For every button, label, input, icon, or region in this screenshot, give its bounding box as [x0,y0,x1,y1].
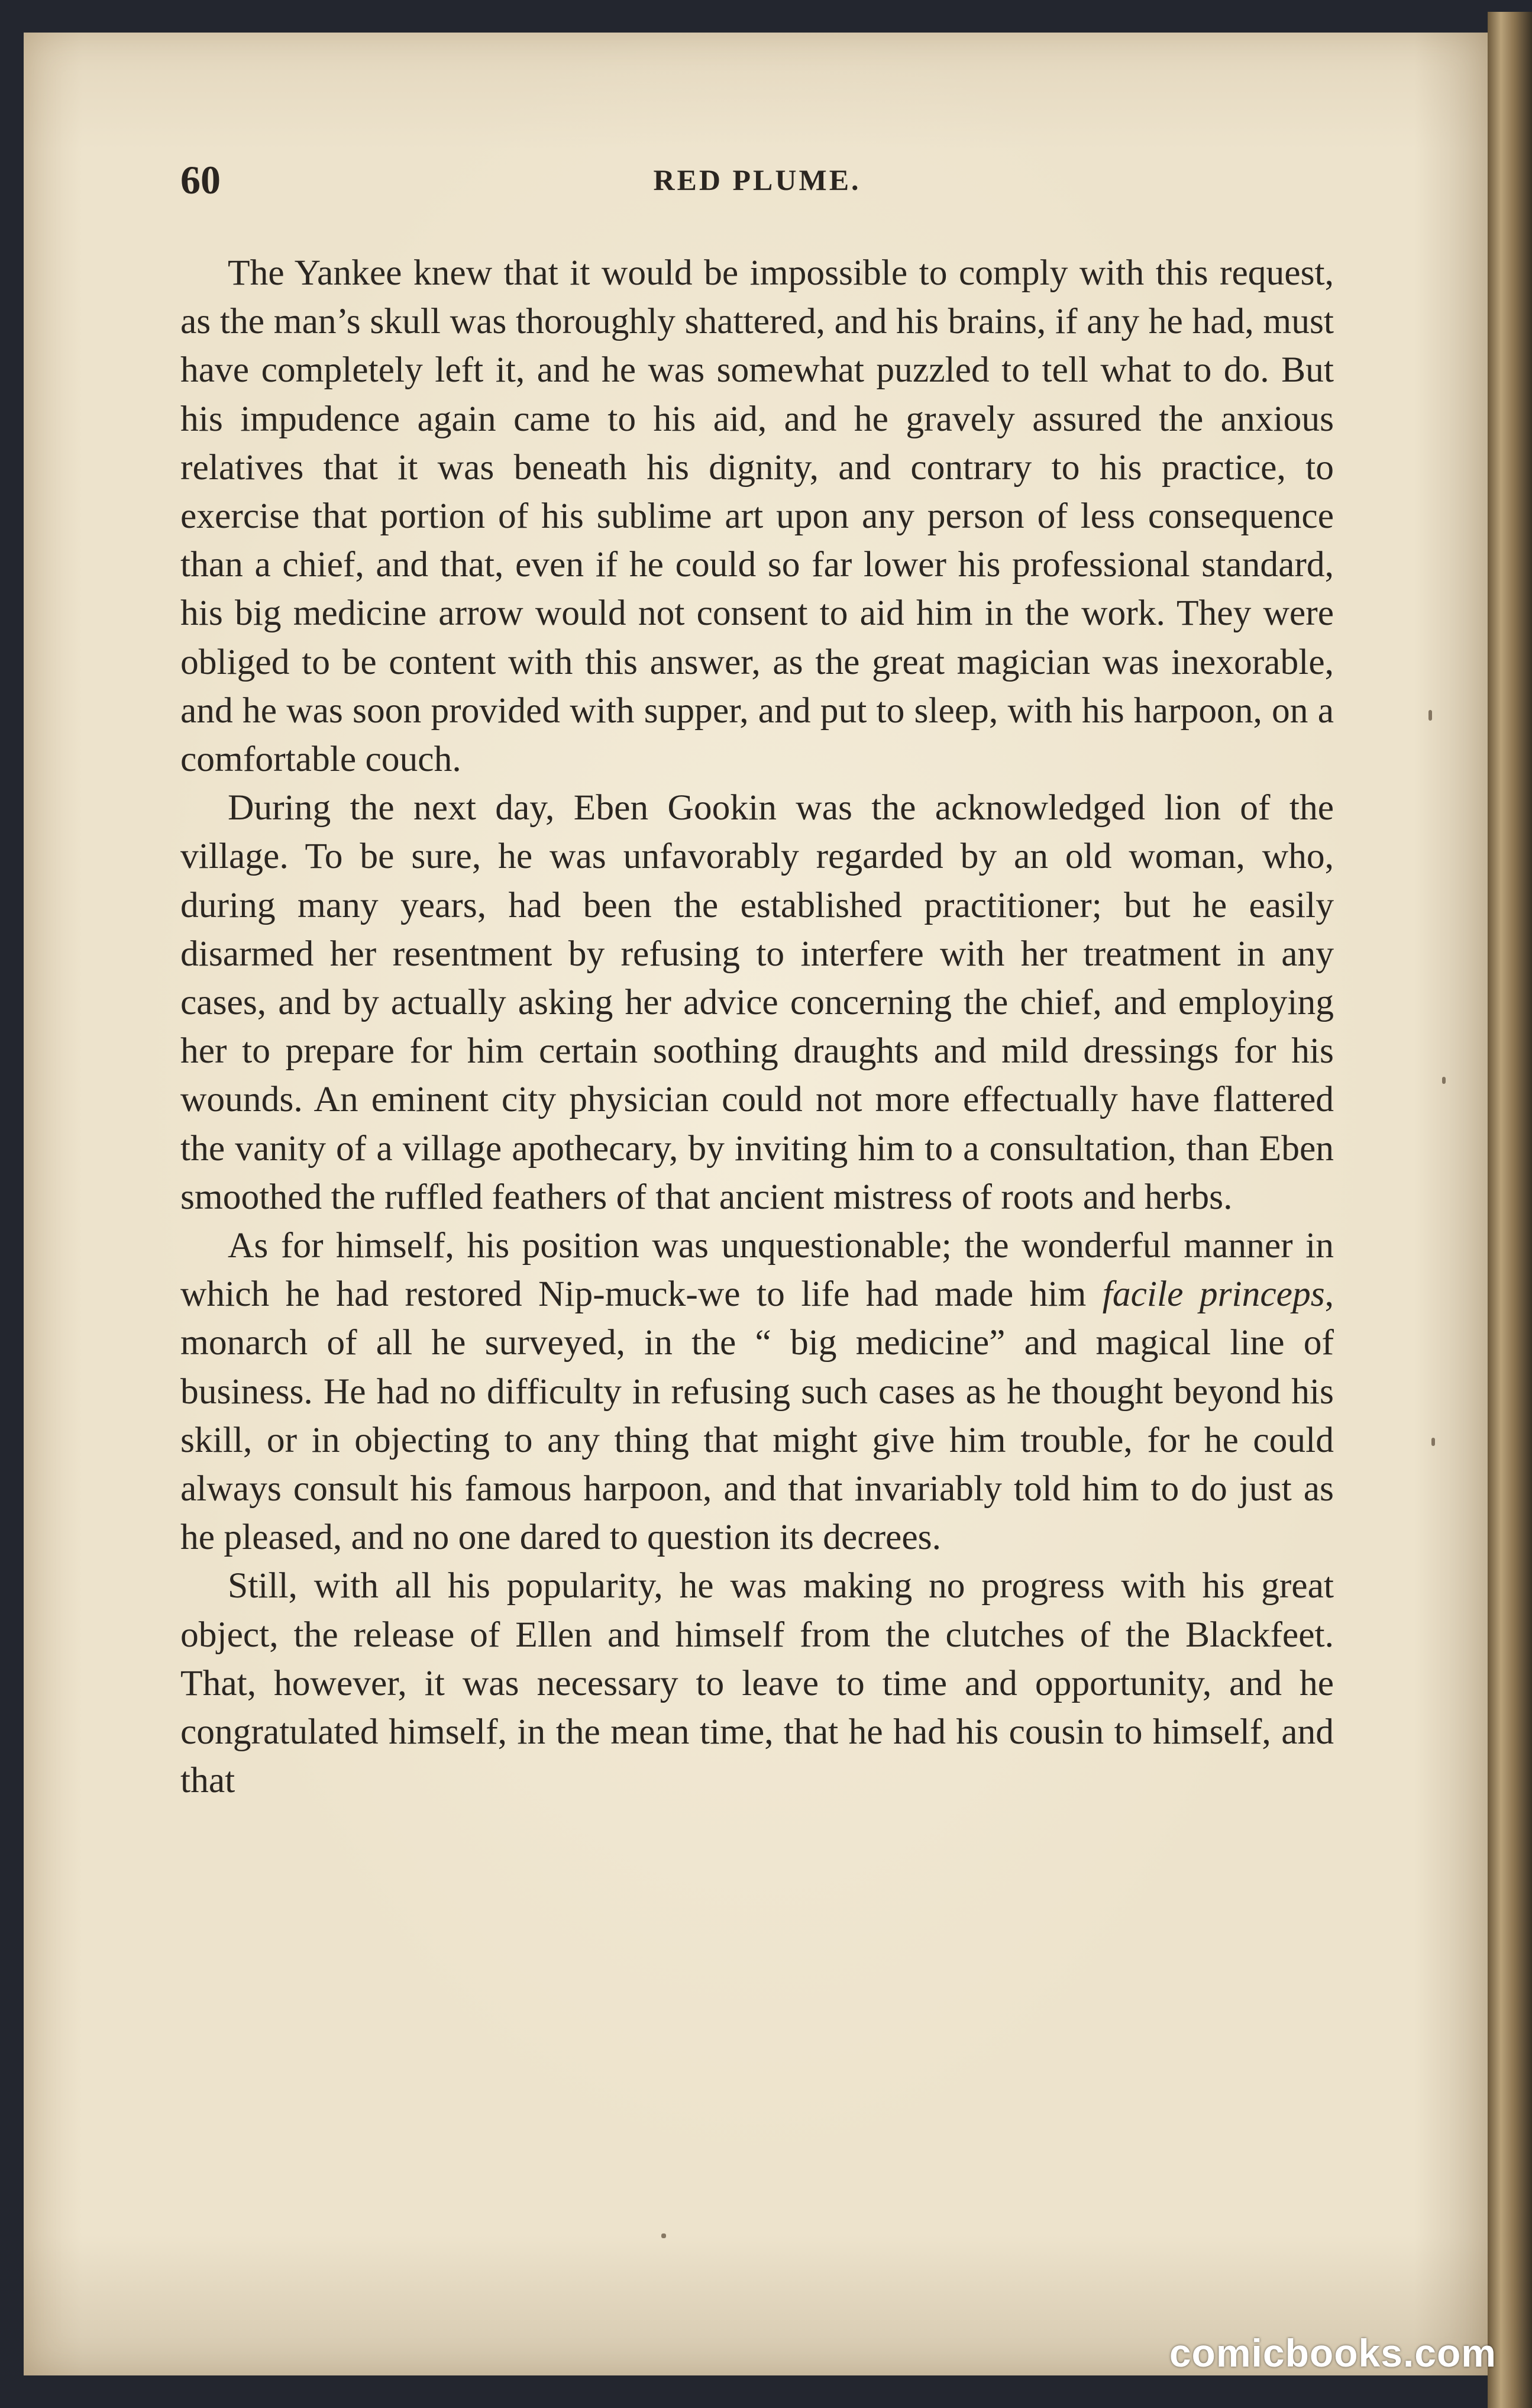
paragraph-text: The Yankee knew that it would be impossible to comply with this request, as the man’s skull was thoroughly shattered, and his brains, if any he had, must have completely left it, and he was somewhat puzzled to tell what to do. But his impudence again came to his aid, and he gravely assured the anxious relatives that it was beneath his dignity, and contrary to his practice, to exercise that portion of his sublime art upon any person of less consequence than a chief, and that, even if he could so far lower his professional standard, his big medicine arrow would not consent to aid him in the work. They were obliged to be content with this answer, as the great magician was inexorable, and he was soon provided with supper, and put to sleep, with his harpoon, on a comfortable couch. [180,253,1334,780]
paragraph [180,783,1334,1221]
page-edge [1488,12,1532,2408]
paragraph-text: Still, with all his popularity, he was making no progress with his great object, the release of Ellen and himself from the clutches of the Blackfeet. That, however, it was necessary to leave to time and opportunity, and he congratulated himself, in the mean time, that he had his cousin to himself, and that [180,1565,1334,1801]
paragraph-text: , monarch of all he surveyed, in the “ big medicine” and magical line of business. He had no difficulty in refusing such cases as he thought beyond his skill, or in objecting to any thing that might give him trouble, for he could always consult his famous harpoon, and that invariably told him to do just as he pleased, and no one dared to question its decrees. [180,1274,1334,1558]
paragraph [180,248,1334,783]
italic-phrase: facile princeps [1102,1274,1325,1315]
paragraph-text: As for himself, his position was unquestionable; the wonderful manner in which he had restored Nip-muck-we to life had made him [180,1225,1334,1315]
ink-speck [1431,1438,1435,1446]
running-head: RED PLUME. [653,163,861,196]
paragraph-text: During the next day, Eben Gookin was the acknowledged lion of the village. To be sure, he was unfavorably regarded by an old woman, who, during many years, had been the established practitioner; but he easily disarmed her resentment by refusing to interfere with her treatment in any cases, and by actually asking her advice concerning the chief, and employing her to prepare for him certain soothing draughts and mild dressings for his wounds. An eminent city physician could not more effectually have flattered the vanity of a village apothecary, by inviting him to a consultation, than Eben smoothed the ruffled feathers of that ancient mistress of roots and herbs. [180,787,1334,1217]
page-header [180,151,1334,216]
ink-speck [1428,710,1432,721]
paragraph [180,1561,1334,1805]
ink-speck [661,2233,666,2238]
page-number: 60 [180,157,221,202]
ink-speck [1442,1077,1446,1084]
watermark: comicbooks.com [1169,2331,1497,2375]
body-text [180,248,1334,1805]
paragraph [180,1221,1334,1561]
